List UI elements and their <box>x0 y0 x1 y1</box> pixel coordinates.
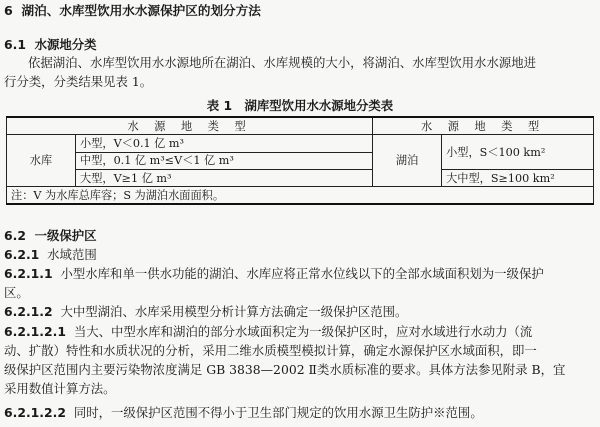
table-cell: 小型，V＜0.1 亿 m³ <box>76 135 373 153</box>
section-6-heading <box>4 3 261 19</box>
section-number: 6.2.1 <box>4 247 40 262</box>
section-6-1-heading <box>4 37 97 53</box>
table-cell: 大型，V≥1 亿 m³ <box>76 170 373 187</box>
clause-number: 6.2.1.2.2 <box>4 405 66 420</box>
paragraph-line: 级保护区范围内主要污染物浓度满足 GB 3838—2002 Ⅱ类水质标准的要求。具体方法参见附录 B，宜 <box>4 362 566 377</box>
clause-number: 6.2.1.2 <box>4 304 53 319</box>
clause-6-2-1-1 <box>4 266 544 282</box>
paragraph-line: 同时，一级保护区范围不得小于卫生部门规定的饮用水源卫生防护※范围。 <box>73 405 483 420</box>
table-note: 注：V 为水库总库容；S 为湖泊水面面积。 <box>7 187 594 205</box>
table-cell: 中型，0.1 亿 m³≤V＜1 亿 m³ <box>76 152 373 170</box>
section-number: 6.1 <box>4 37 26 52</box>
section-title: 湖泊、水库型饮用水水源保护区的划分方法 <box>21 3 261 18</box>
clause-6-2-1-2-2 <box>4 405 483 421</box>
section-6-2-1-heading <box>4 247 97 263</box>
section-title: 水域范围 <box>47 247 97 262</box>
paragraph-line: 动、扩散）特性和水质状况的分析，采用二维水质模型模拟计算，确定水源保护区水域面积，即一 <box>4 343 537 358</box>
header-cell: 水 源 地 类 型 <box>7 117 373 135</box>
paragraph-line: 依据湖泊、水库型饮用水水源地所在湖泊、水库规模的大小，将湖泊、水库型饮用水水源地进 <box>28 55 537 70</box>
table-note-row <box>7 187 594 205</box>
clause-number: 6.2.1.1 <box>4 266 53 281</box>
paragraph-line: 行分类，分类结果见表 1。 <box>4 74 153 89</box>
table-row <box>7 170 594 187</box>
lake-cell: 湖泊 <box>373 135 442 187</box>
paragraph-line: 当大、中型水库和湖泊的部分水域面积定为一级保护区时，应对水域进行水动力（流 <box>73 324 533 339</box>
section-6-2-heading <box>4 228 97 244</box>
section-title: 水源地分类 <box>34 37 97 52</box>
clause-number: 6.2.1.2.1 <box>4 324 66 339</box>
section-title: 一级保护区 <box>34 228 97 243</box>
table-header-row <box>7 117 594 135</box>
table-cell: 大中型，S≥100 km² <box>442 170 594 187</box>
section-number: 6 <box>4 3 13 18</box>
table-cell: 小型，S＜100 km² <box>442 135 594 170</box>
paragraph-line: 区。 <box>4 285 29 300</box>
classification-table <box>6 116 594 205</box>
table-title: 表 1 湖库型饮用水水源地分类表 <box>206 98 394 113</box>
header-cell: 水 源 地 类 型 <box>373 117 594 135</box>
clause-6-2-1-2-1 <box>4 324 532 340</box>
clause-6-2-1-2 <box>4 304 407 320</box>
paragraph-line: 采用数值计算方法。 <box>4 381 116 396</box>
paragraph-line: 大中型湖泊、水库采用模型分析计算方法确定一级保护区范围。 <box>60 304 408 319</box>
table-row <box>7 135 594 153</box>
section-number: 6.2 <box>4 228 26 243</box>
reservoir-cell: 水库 <box>7 135 76 187</box>
paragraph-line: 小型水库和单一供水功能的湖泊、水库应将正常水位线以下的全部水域面积划为一级保护 <box>60 266 544 281</box>
